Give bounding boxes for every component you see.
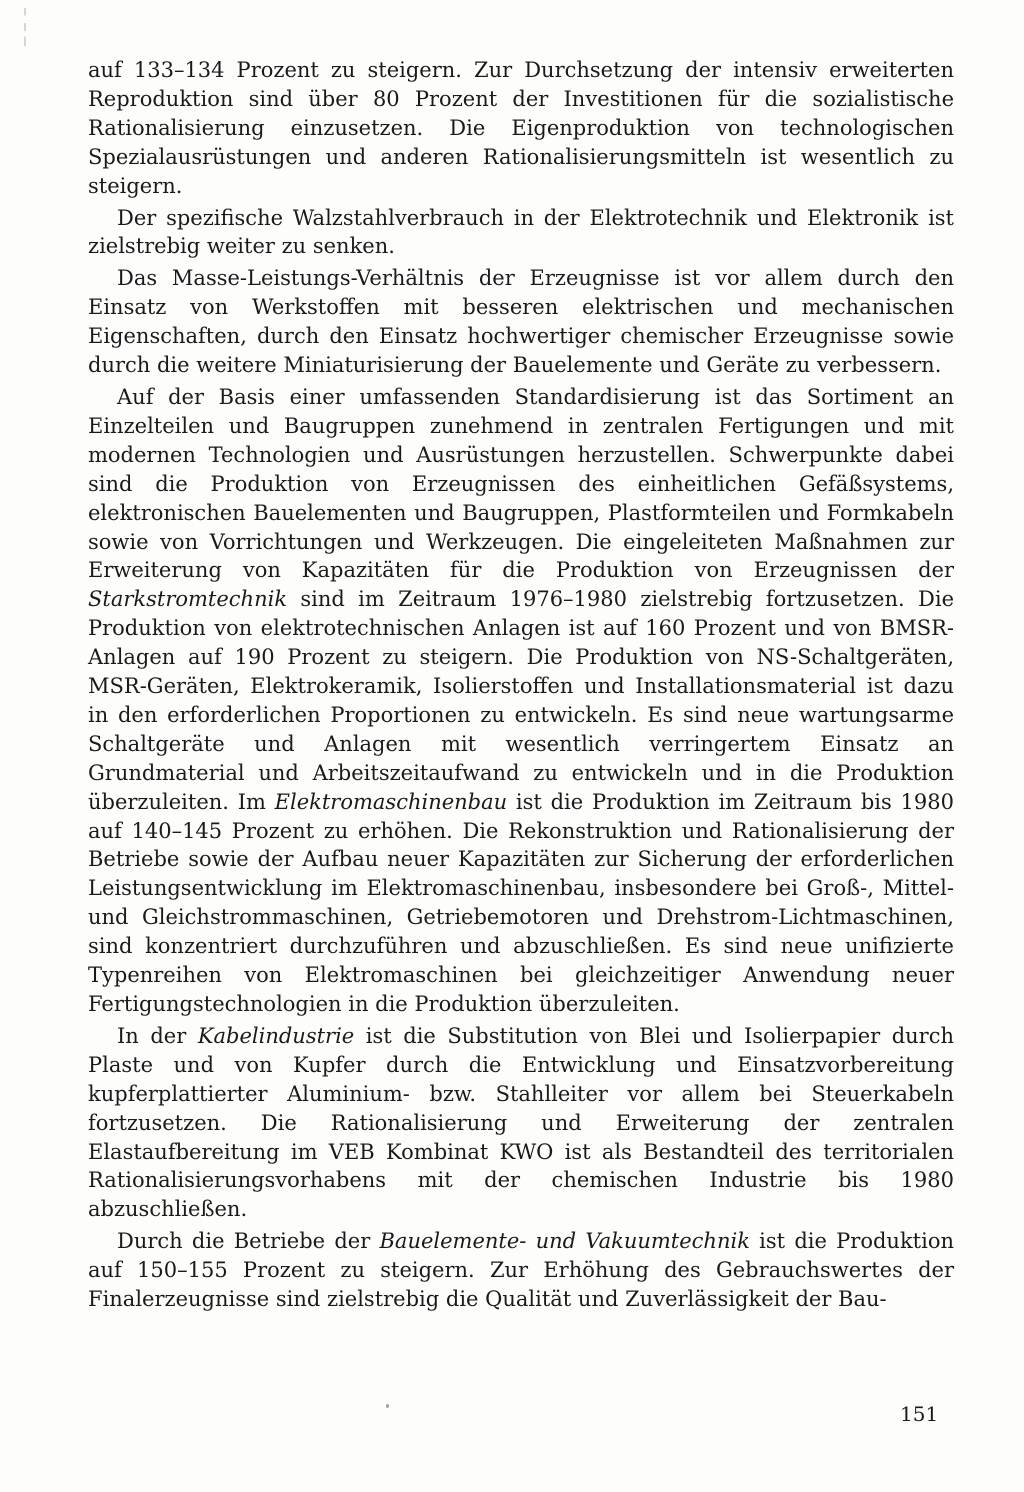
text-run: ist die Produktion auf 150–155 Prozent zu steigern. Zur Erhöhung des Gebrauchswertes der Finalerzeugnisse sind zielstrebig die Qualität und Zuverlässigkeit der Bau-: [88, 1229, 954, 1312]
paragraph-3: [88, 264, 954, 380]
italic-term: Elektromaschinenbau: [274, 789, 508, 814]
scan-speck: [386, 1404, 389, 1408]
text-run: Der spezifische Walzstahlverbrauch in der Elektrotechnik und Elektronik ist zielstrebig weiter zu senken.: [88, 205, 954, 259]
text-run: ist die Produktion im Zeitraum bis 1980 auf 140–145 Prozent zu erhöhen. Die Rekonstruktion und Rationalisierung der Betriebe sowie der Aufbau neuer Kapazitäten zur Sicherung der erforderlichen Leistungsentwicklung im Elektromaschinenbau, insbesondere bei Groß-, Mittel- und Gleichstrommaschinen, Getriebemotoren und Drehstrom-Lichtmaschinen, sind konzentriert durchzuführen und abzuschließen. Es sind neue unifizierte Typenreihen von Elektromaschinen bei gleichzeitiger Anwendung neuer Fertigungstechnologien in die Produktion überzuleiten.: [88, 789, 954, 1016]
text-run: Durch die Betriebe der: [117, 1229, 380, 1254]
page-number: 151: [900, 1402, 939, 1426]
paragraph-6: [88, 1227, 954, 1314]
text-run: In der: [117, 1023, 198, 1048]
italic-term: Bauelemente- und Vakuumtechnik: [379, 1229, 750, 1254]
text-run: sind im Zeitraum 1976–1980 zielstrebig fortzusetzen. Die Produktion von elektrotechnischen Anlagen ist auf 160 Prozent und von BMSR-Anlagen auf 190 Prozent zu steigern. Die Produktion von NS-Schaltgeräten, MSR-Geräten, Elektrokeramik, Isolierstoffen und Installationsmaterial ist dazu in den erforderlichen Proportionen zu entwickeln. Es sind neue wartungsarme Schaltgeräte und Anlagen mit wesentlich verringertem Einsatz an Grundmaterial und Arbeitszeitaufwand zu entwickeln und in die Produktion überzuleiten. Im: [88, 587, 954, 814]
text-run: ist die Substitution von Blei und Isolierpapier durch Plaste und von Kupfer durch die Entwicklung und Einsatzvorbereitung kupferplattierter Aluminium- bzw. Stahlleiter vor allem bei Steuerkabeln fortzusetzen. Die Rationalisierung und Erweiterung der zentralen Elastaufbereitung im VEB Kombinat KWO ist als Bestandteil des territorialen Rationalisierungsvorhabens mit der chemischen Industrie bis 1980 abzuschließen.: [88, 1023, 954, 1222]
paragraph-5: [88, 1022, 954, 1224]
paragraph-4: [88, 383, 954, 1019]
paragraph-1: [88, 56, 954, 201]
text-run: auf 133–134 Prozent zu steigern. Zur Durchsetzung der intensiv erweiterten Reproduktion sind über 80 Prozent der Investitionen für die sozialistische Rationalisierung einzusetzen. Die Eigenproduktion von technologischen Spezialausrüstungen und anderen Rationalisierungsmitteln ist wesentlich zu steigern.: [88, 58, 954, 198]
italic-term: Starkstromtechnik: [88, 587, 288, 612]
body-text: [88, 56, 954, 1317]
scan-margin-mark: [24, 8, 26, 46]
text-run: Auf der Basis einer umfassenden Standardisierung ist das Sortiment an Einzelteilen und Baugruppen zunehmend in zentralen Fertigungen und mit modernen Technologien und Ausrüstungen herzustellen. Schwerpunkte dabei sind die Produktion von Erzeugnissen des einheitlichen Gefäßsystems, elektronischen Bauelementen und Baugruppen, Plastformteilen und Formkabeln sowie von Vorrichtungen und Werkzeugen. Die eingeleiteten Maßnahmen zur Erweiterung von Kapazitäten für die Produktion von Erzeugnissen der: [88, 384, 954, 583]
text-run: Das Masse-Leistungs-Verhältnis der Erzeugnisse ist vor allem durch den Einsatz von Werkstoffen mit besseren elektrischen und mechanischen Eigenschaften, durch den Einsatz hochwertiger chemischer Erzeugnisse sowie durch die weitere Miniaturisierung der Bauelemente und Geräte zu verbessern.: [88, 266, 954, 378]
italic-term: Kabelindustrie: [197, 1023, 355, 1048]
paragraph-2: [88, 204, 954, 262]
